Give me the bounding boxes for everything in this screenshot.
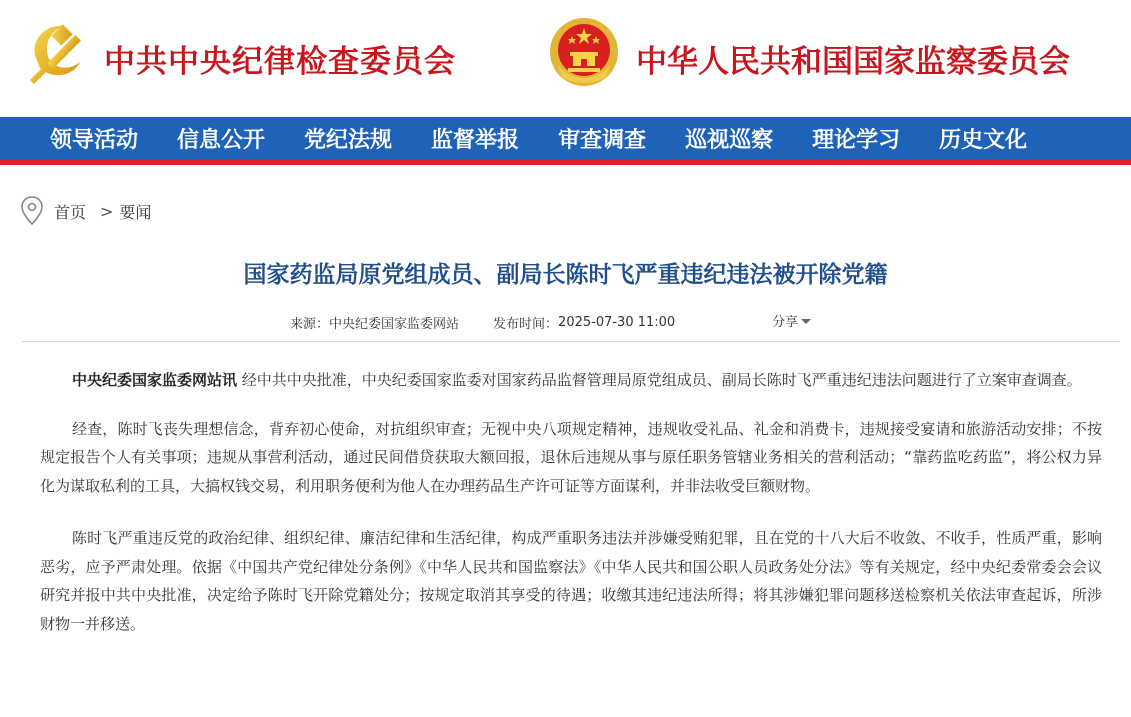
nav-item-info-disclosure[interactable]: 信息公开: [177, 127, 266, 153]
nav-item-history[interactable]: 历史文化: [939, 127, 1028, 153]
lead-source: 中央纪委国家监委网站讯: [72, 371, 238, 389]
cpc-commission-title[interactable]: 中共中央纪律检查委员会: [104, 44, 456, 80]
national-emblem-icon[interactable]: [548, 16, 620, 88]
nav-item-regulations[interactable]: 党纪法规: [304, 127, 393, 153]
article-title: 国家药监局原党组成员、副局长陈时飞严重违纪违法被开除党籍: [243, 262, 888, 288]
share-label: 分享: [772, 315, 799, 330]
national-commission-title[interactable]: 中华人民共和国国家监察委员会: [636, 44, 1070, 80]
site-header: [0, 0, 1131, 117]
nav-item-inspection[interactable]: 巡视巡察: [685, 127, 774, 153]
paragraph-2: 经查，陈时飞丧失理想信念，背弃初心使命，对抗组织审查；无视中央八项规定精神，违规收受礼品、礼金和消费卡，违规接受宴请和旅游活动安排；不按规定报告个人有关事项；违规从事营利活动，通过民间借贷获取大额回报，退休后违规从事与原任职务管辖业务相关的营利活动；“靠药监吃药监”，将公权力异化为谋取私利的工具，大搞权钱交易，利用职务便利为他人在办理药品生产许可证等方面谋利，并非法收受巨额财物。: [40, 419, 1102, 495]
chevron-down-icon: [801, 319, 811, 324]
location-pin-icon: [20, 196, 44, 226]
share-button[interactable]: [772, 311, 811, 330]
article-meta: [290, 313, 675, 332]
paragraph-1-text: 经中共中央批准，中央纪委国家监委对国家药品监督管理局原党组成员、副局长陈时飞严重违纪违法问题进行了立案审查调查。: [237, 371, 1082, 389]
paragraph-3: 陈时飞严重违反党的政治纪律、组织纪律、廉洁纪律和生活纪律，构成严重职务违法并涉嫌受贿犯罪，且在党的十八大后不收敛、不收手，性质严重，影响恶劣，应予严肃处理。依据《中国共产党纪律处分条例》《中华人民共和国监察法》《中华人民共和国公职人员政务处分法》等有关规定，经中央纪委常委会会议研究并报中共中央批准，决定给予陈时飞开除党籍处分；按规定取消其享受的待遇；收缴其违纪违法所得；将其涉嫌犯罪问题移送检察机关依法审查起诉，所涉财物一并移送。: [40, 529, 1102, 633]
meta-divider: [22, 341, 1120, 342]
main-nav: [0, 117, 1131, 160]
breadcrumb-separator: >: [100, 201, 114, 221]
publish-time: 2025-07-30 11:00: [558, 315, 676, 330]
paragraph: [40, 366, 1102, 395]
breadcrumb-home-link[interactable]: 首页: [54, 202, 87, 222]
nav-divider-stripe: [0, 160, 1131, 165]
time-label: 发布时间：: [493, 317, 559, 332]
article-body: [40, 366, 1102, 658]
breadcrumb: [20, 196, 151, 226]
nav-item-theory[interactable]: 理论学习: [812, 127, 901, 153]
nav-item-investigation[interactable]: 审查调查: [558, 127, 647, 153]
party-emblem-icon[interactable]: [22, 18, 90, 86]
nav-item-leadership[interactable]: 领导活动: [50, 127, 139, 153]
source-value: 中央纪委国家监委网站: [329, 317, 460, 332]
nav-item-report[interactable]: 监督举报: [431, 127, 520, 153]
source-label: 来源：: [290, 317, 330, 332]
breadcrumb-current[interactable]: 要闻: [119, 202, 152, 222]
